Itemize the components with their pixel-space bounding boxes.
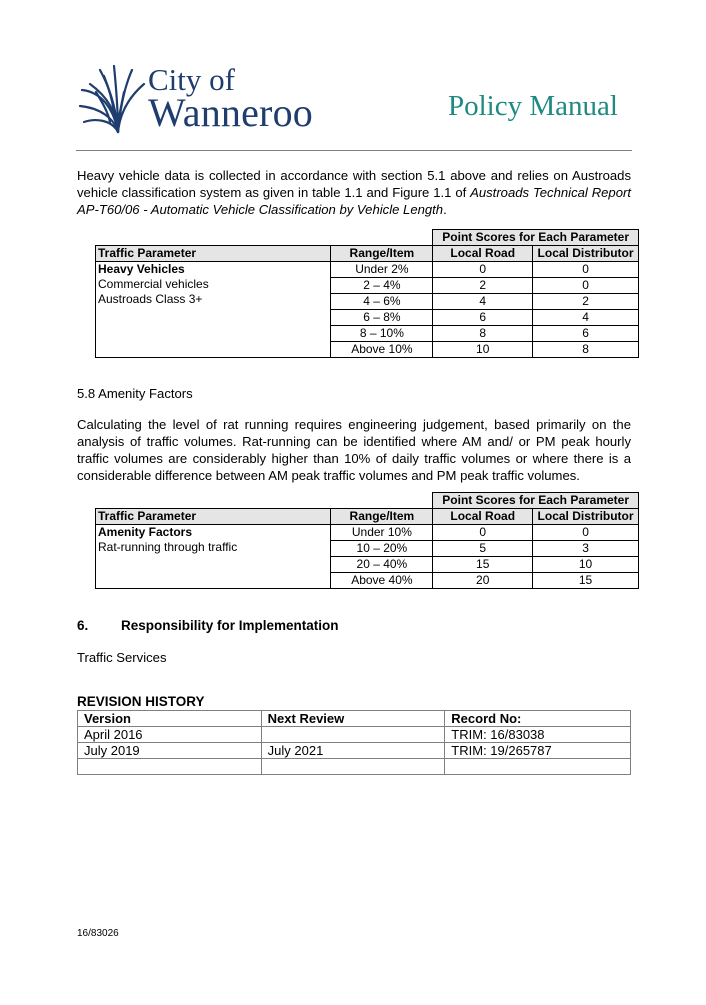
score-cell: 5 (433, 541, 533, 557)
parameter-line: Commercial vehicles (98, 277, 209, 291)
range-cell: Under 10% (331, 525, 433, 541)
score-cell: 4 (533, 310, 639, 326)
range-cell: 2 – 4% (331, 278, 433, 294)
score-cell: 0 (533, 278, 639, 294)
amenity-factors-table (95, 492, 639, 589)
parameter-line: Rat-running through traffic (98, 540, 238, 554)
parameter-title: Amenity Factors (98, 525, 193, 539)
section-58-heading: 5.8 Amenity Factors (77, 386, 193, 401)
manual-title: Policy Manual (448, 90, 618, 122)
grass-tree-logo-icon (78, 62, 148, 134)
revision-cell: April 2016 (78, 727, 262, 743)
score-cell: 10 (533, 557, 639, 573)
score-cell: 0 (433, 262, 533, 278)
score-cell: 2 (433, 278, 533, 294)
revision-history-heading: REVISION HISTORY (77, 694, 205, 709)
score-cell: 0 (433, 525, 533, 541)
range-cell: 8 – 10% (331, 326, 433, 342)
range-cell: 4 – 6% (331, 294, 433, 310)
score-cell: 15 (433, 557, 533, 573)
column-header: Traffic Parameter (96, 246, 331, 262)
intro-end: . (443, 202, 447, 217)
range-cell: Above 40% (331, 573, 433, 589)
column-header: Local Road (433, 246, 533, 262)
score-cell: 8 (433, 326, 533, 342)
revision-cell: TRIM: 16/83038 (445, 727, 631, 743)
score-cell: 2 (533, 294, 639, 310)
parameter-line: Austroads Class 3+ (98, 292, 203, 306)
score-cell: 10 (433, 342, 533, 358)
revision-cell: July 2019 (78, 743, 262, 759)
revision-header: Version (78, 711, 262, 727)
parameter-title: Heavy Vehicles (98, 262, 185, 276)
revision-cell: TRIM: 19/265787 (445, 743, 631, 759)
score-cell: 0 (533, 262, 639, 278)
range-cell: Above 10% (331, 342, 433, 358)
intro-reference: Austroads Technical Report AP-T60/06 - Automatic Vehicle Classification by Vehicle Length (77, 185, 631, 217)
heavy-vehicles-table (95, 229, 639, 358)
revision-header: Record No: (445, 711, 631, 727)
revision-cell (261, 727, 445, 743)
logo-city-text: City of (148, 62, 235, 97)
revision-history-table (77, 710, 631, 775)
revision-cell: July 2021 (261, 743, 445, 759)
revision-header: Next Review (261, 711, 445, 727)
column-header: Traffic Parameter (96, 509, 331, 525)
intro-text: Heavy vehicle data is collected in accordance with section 5.1 above and relies on Austroads vehicle classification system as given in table 1.1 and Figure 1.1 of (77, 168, 631, 200)
range-cell: 6 – 8% (331, 310, 433, 326)
column-header: Range/Item (331, 246, 433, 262)
revision-cell (445, 759, 631, 775)
parameter-cell (96, 262, 331, 358)
header-divider (76, 150, 632, 151)
section-6-body: Traffic Services (77, 650, 167, 665)
score-cell: 4 (433, 294, 533, 310)
group-header: Point Scores for Each Parameter (433, 493, 639, 509)
column-header: Local Distributor (533, 246, 639, 262)
revision-cell (261, 759, 445, 775)
score-cell: 20 (433, 573, 533, 589)
parameter-cell (96, 525, 331, 589)
section-6-number: 6. (77, 618, 89, 633)
range-cell: 10 – 20% (331, 541, 433, 557)
score-cell: 8 (533, 342, 639, 358)
score-cell: 0 (533, 525, 639, 541)
score-cell: 15 (533, 573, 639, 589)
section-6-title: Responsibility for Implementation (121, 618, 339, 633)
range-cell: 20 – 40% (331, 557, 433, 573)
revision-cell (78, 759, 262, 775)
document-reference: 16/83026 (77, 928, 119, 939)
score-cell: 6 (433, 310, 533, 326)
score-cell: 3 (533, 541, 639, 557)
section-58-paragraph: Calculating the level of rat running requires engineering judgement, based primarily on the analysis of traffic volumes. Rat-running can be identified where AM and/ or PM peak hourly traffic volumes are considerably higher than 10% of daily traffic volumes or where there is a considerable difference between AM peak traffic volumes and PM peak traffic volumes. (77, 417, 631, 483)
column-header: Range/Item (331, 509, 433, 525)
score-cell: 6 (533, 326, 639, 342)
intro-paragraph (77, 167, 631, 218)
column-header: Local Road (433, 509, 533, 525)
group-header: Point Scores for Each Parameter (433, 230, 639, 246)
logo-wanneroo-text: Wanneroo (148, 90, 313, 135)
column-header: Local Distributor (533, 509, 639, 525)
range-cell: Under 2% (331, 262, 433, 278)
